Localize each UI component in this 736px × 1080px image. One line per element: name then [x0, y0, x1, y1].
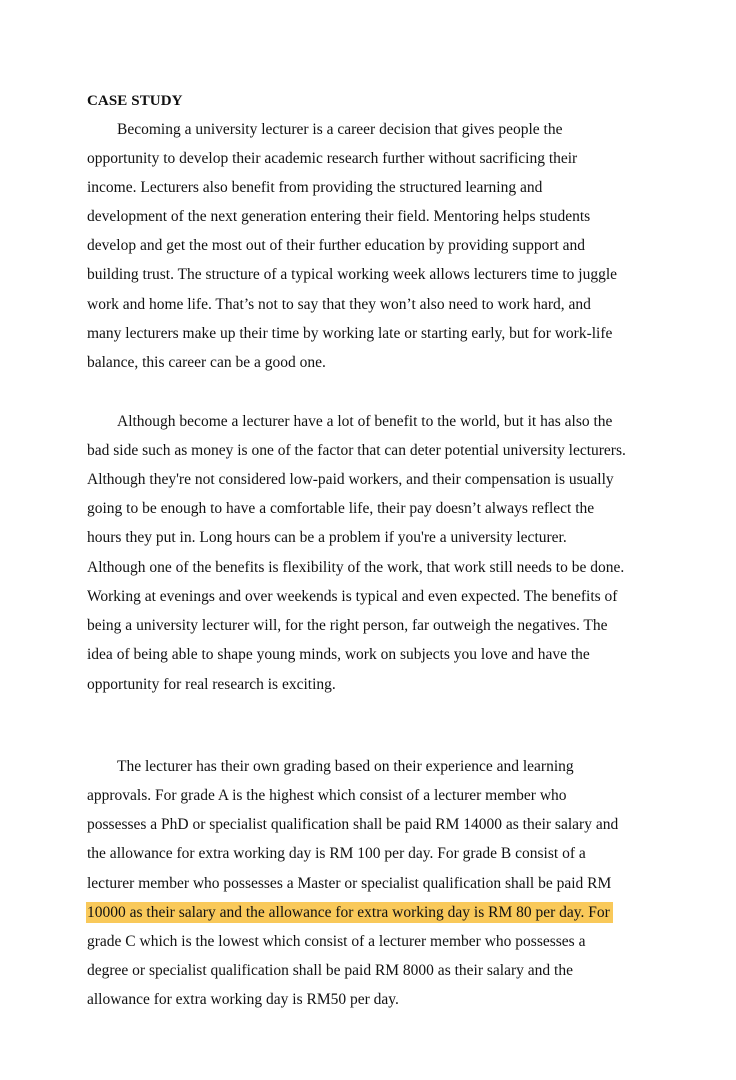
paragraph-line: opportunity to develop their academic research further without sacrificing their — [87, 150, 578, 167]
paragraph-line: bad side such as money is one of the factor that can deter potential university lecturers. — [87, 442, 626, 459]
paragraph-line: income. Lecturers also benefit from providing the structured learning and — [87, 179, 543, 196]
paragraph-line: hours they put in. Long hours can be a problem if you're a university lecturer. — [87, 529, 567, 546]
paragraph-line: balance, this career can be a good one. — [87, 354, 326, 371]
paragraph-line: work and home life. That’s not to say that they won’t also need to work hard, and — [87, 296, 591, 313]
paragraph-line: The lecturer has their own grading based on their experience and learning — [117, 758, 574, 775]
paragraph-line: degree or specialist qualification shall be paid RM 8000 as their salary and the — [87, 962, 573, 979]
paragraph-line: many lecturers make up their time by working late or starting early, but for work-life — [87, 325, 613, 342]
paragraph-line: possesses a PhD or specialist qualification shall be paid RM 14000 as their salary and — [87, 816, 619, 833]
text-highlight: 10000 as their salary and the allowance for extra working day is RM 80 per day. For — [86, 902, 613, 923]
paragraph-line: building trust. The structure of a typical working week allows lecturers time to juggle — [87, 266, 618, 283]
paragraph-line: Becoming a university lecturer is a career decision that gives people the — [117, 121, 563, 138]
paragraph-line: allowance for extra working day is RM50 per day. — [87, 991, 399, 1008]
paragraph-line: development of the next generation entering their field. Mentoring helps students — [87, 208, 591, 225]
paragraph-line: Although become a lecturer have a lot of benefit to the world, but it has also the — [117, 413, 613, 430]
paragraph-line: develop and get the most out of their further education by providing support and — [87, 237, 586, 254]
paragraph-line: opportunity for real research is exciting. — [87, 676, 336, 693]
paragraph-line: being a university lecturer will, for the right person, far outweigh the negatives. The — [87, 617, 608, 634]
paragraph-line: idea of being able to shape young minds, work on subjects you love and have the — [87, 646, 590, 663]
paragraph-line: lecturer member who possesses a Master or specialist qualification shall be paid RM — [87, 875, 612, 892]
paragraph-line: Although they're not considered low-paid workers, and their compensation is usually — [87, 471, 614, 488]
paragraph-line: the allowance for extra working day is RM 100 per day. For grade B consist of a — [87, 845, 586, 862]
paragraph-line: approvals. For grade A is the highest which consist of a lecturer member who — [87, 787, 567, 804]
paragraph-line: Working at evenings and over weekends is typical and even expected. The benefits of — [87, 588, 618, 605]
paragraph-line: Although one of the benefits is flexibility of the work, that work still needs to be done. — [87, 559, 625, 576]
paragraph-line: grade C which is the lowest which consist of a lecturer member who possesses a — [87, 933, 586, 950]
paragraph-line: going to be enough to have a comfortable life, their pay doesn’t always reflect the — [87, 500, 595, 517]
page-heading: CASE STUDY — [87, 93, 183, 109]
highlighted-line — [87, 903, 613, 923]
